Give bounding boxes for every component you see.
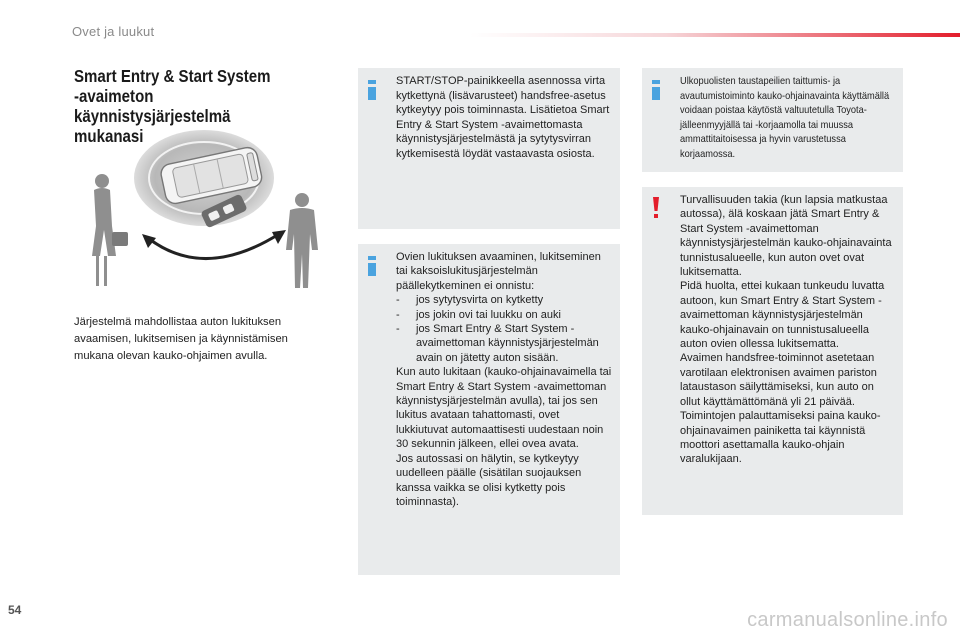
- door-locking-conditions: [396, 293, 614, 365]
- intro-paragraph: Järjestelmä mahdollistaa auton lukituksen avaamisen, lukitsemisen ja käynnistämisen mukana olevan kauko-ohjaimen avulla.: [74, 316, 288, 362]
- list-item: - jos sytytysvirta on kytketty: [396, 293, 614, 307]
- alarm-paragraph: Jos autossasi on hälytin, se kytkeytyy uudelleen päälle (sisätilan suojauksen kanssa vaikka se olisi kytketty pois toiminnasta).: [396, 452, 582, 508]
- page-number: 54: [8, 603, 22, 617]
- man-silhouette-icon: [286, 193, 318, 288]
- smart-entry-illustration: [74, 126, 344, 296]
- list-item: - jos jokin ovi tai luukku on auki: [396, 308, 614, 322]
- mirrors-note: Ulkopuolisten taustapeilien taittumis- ja avautumistoiminto kauko-ohjainavainta käyttämällä voidaan poistaa käytöstä valtuutetulla Toyota-jälleenmyyjällä tai -korjaamolla tai muussa ammattitaitoisessa ja hyvin varustetussa korjaamossa.: [680, 76, 890, 160]
- info-icon: [368, 80, 376, 100]
- info-icon: [368, 256, 376, 276]
- door-locking-intro: Ovien lukituksen avaaminen, lukitseminen tai kaksoislukitusjärjestelmän päällekytkeminen ei onnistu:: [396, 251, 601, 292]
- watermark-text: carmanualsonline.info: [747, 609, 948, 631]
- info-box-mirrors: [642, 68, 903, 172]
- list-item: - jos Smart Entry & Start System -avaimettoman käynnistysjärjestelmän avain on jätetty auton sisään.: [396, 322, 614, 365]
- warning-exclamation-icon: [652, 197, 660, 219]
- safety-warning-text: Turvallisuuden takia (kun lapsia matkustaa autossa), älä koskaan jätä Smart Entry & Start System -avaimettoman käynnistysjärjestelmän kauko-ohjainavainta tunnistusalueelle, kun auton ovet ovat lukitsematta. Pidä huolta, ettei kukaan tunkeudu luvatta autoon, kun Smart Entry & Start System -avaimettoman käynnistysjärjestelmän kauko-ohjainavain on tunnistusalueella auton ovien ollessa lukitsematta. Avaimen handsfree-toiminnot asetetaan varotilaan elektronisen avaimen pariston lataustason säilyttämiseksi, kun auto on ollut käyttämättömänä yli 21 päivää. Toimintojen palauttamiseksi paina kauko-ohjainavaimen painiketta tai käynnistä moottori asettamalla kauko-ohjain varalukijaan.: [680, 194, 892, 466]
- woman-silhouette-icon: [92, 174, 128, 286]
- door-locking-note: [396, 250, 614, 509]
- title-line-3: mukanasi: [74, 126, 144, 146]
- title-line-2: -avaimeton käynnistysjärjestelmä: [74, 86, 231, 126]
- start-stop-note: START/STOP-painikkeella asennossa virta kytkettynä (lisävarusteet) handsfree-asetus kytkeytyy pois toiminnasta. Lisätietoa Smart Entry & Start System -avaimettomasta käynnistysjärjestelmästä ja sytytysvirran kytkemisestä löydät vastaavasta osiosta.: [396, 75, 610, 160]
- auto-relock-paragraph: Kun auto lukitaan (kauko-ohjainavaimella tai Smart Entry & Start System -avaimettoman käynnistysjärjestelmän avulla), tai jos sen lukitus avataan tahattomasti, ovet lukkiutuvat automaattisesti uudestaan noin 30 sekunnin jälkeen, ellei ovea avata.: [396, 366, 612, 451]
- info-box-door-locking: [358, 244, 620, 575]
- warning-box-safety: [642, 187, 903, 515]
- title-line-1: Smart Entry & Start System: [74, 66, 271, 86]
- info-box-start-stop: [358, 68, 620, 229]
- header-accent-bar: [470, 33, 960, 37]
- section-title: Ovet ja luukut: [72, 24, 155, 39]
- info-icon: [652, 80, 660, 100]
- approach-arrow-icon: [148, 234, 279, 259]
